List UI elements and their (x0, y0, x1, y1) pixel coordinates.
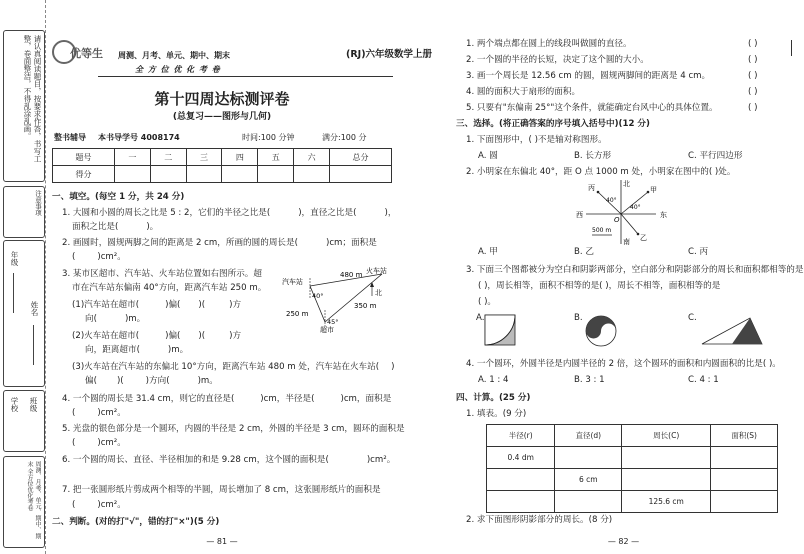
q3-sub3: (3)火车站在汽车站的东偏北 10°方向，距离汽车站 480 m 处，汽车站在火车站( ) (72, 362, 395, 372)
svg-text:西: 西 (576, 211, 583, 219)
grade-label: 年级 (10, 251, 19, 266)
q3-line1: 3. 某市区超市、汽车站、火车站位置如右图所示。超 (62, 269, 262, 279)
score-value-row: 得分 (53, 166, 392, 183)
svg-text:汽车站: 汽车站 (282, 278, 303, 286)
header-tagline: 周测、月考、单元、期中、期末 (118, 51, 230, 60)
page-81 (52, 0, 405, 554)
q6-line1: 6. 一个圆的周长、直径、半径相加的和是 9.28 cm，这个圆的面积是( )cm²。 (62, 455, 396, 465)
figure-b-yin-yang (584, 314, 618, 348)
judge-3-paren[interactable]: ( ) (748, 71, 758, 81)
guide-number: 本书导学号 4008174 (98, 133, 180, 142)
notice-box (3, 30, 45, 182)
q3-sub3-line2: 偏( )( )方向( )m。 (85, 376, 218, 386)
q3-line2: 市在汽车站东偏南 40°方向，距离汽车站 250 m。 (72, 283, 267, 293)
choice-2: 2. 小明家在东偏北 40°，距 O 点 1000 m 处，小明家在图中的( )处。 (466, 167, 736, 177)
q7-line1: 7. 把一张圆形纸片剪成两个相等的半圆，周长增加了 8 cm，这张圆形纸片的面积是 (62, 485, 381, 495)
student-info-box (3, 240, 45, 387)
choice-2-c[interactable]: C. 丙 (688, 247, 709, 257)
score-table (52, 148, 392, 183)
q4-line1: 4. 一个圆的周长是 31.4 cm，则它的直径是( )cm，半径是( )cm，面积是 (62, 394, 392, 404)
q5-line2: ( )cm²。 (72, 438, 126, 448)
notice-title: 注意事项 (34, 190, 42, 216)
judge-5: 5. 只要有"东偏南 25°"这个条件，就能确定台风中心的具体位置。 (466, 103, 718, 113)
page-title: 第十四周达标测评卷 (154, 90, 290, 108)
svg-text:东: 东 (660, 211, 667, 219)
svg-text:优等生: 优等生 (70, 47, 103, 60)
logo (52, 38, 103, 66)
svg-text:甲: 甲 (650, 186, 657, 194)
section3-head: 三、选择。(将正确答案的序号填入括号中)(12 分) (456, 119, 650, 129)
svg-text:乙: 乙 (640, 234, 647, 242)
q3-sub2-line2: 向，距离超市( )m。 (85, 345, 189, 355)
choice-1-b[interactable]: B. 长方形 (574, 151, 612, 161)
fill-table (486, 424, 778, 513)
section4-head: 四、计算。(25 分) (456, 393, 531, 403)
q5-line1: 5. 光盘的银色部分是一个圆环，内圆的半径是 2 cm，外圆的半径是 3 cm，圆环的面积是 (62, 424, 405, 434)
choice-3-line3: ( )。 (478, 297, 497, 307)
table-row: 6 cm (487, 469, 778, 491)
full-score-label: 满分:100 分 (322, 133, 367, 142)
choice-2-b[interactable]: B. 乙 (574, 247, 594, 257)
logo-icon (52, 38, 103, 66)
q7-line2: ( )cm²。 (72, 500, 126, 510)
figure-a-square-quarter-circle (484, 314, 516, 346)
judge-2-paren[interactable]: ( ) (748, 55, 758, 65)
bottom-logo-box (3, 456, 45, 548)
svg-text:480 m: 480 m (340, 271, 363, 279)
calc-2: 2. 求下面图形阴影部分的周长。(8 分) (466, 515, 613, 525)
school-box (3, 390, 45, 452)
table-row: 0.4 dm (487, 447, 778, 469)
svg-text:北: 北 (623, 180, 630, 188)
judge-4-paren[interactable]: ( ) (748, 87, 758, 97)
figure-c-triangle (700, 316, 764, 348)
svg-text:40°: 40° (606, 197, 617, 204)
choice-2-a[interactable]: A. 甲 (478, 247, 498, 257)
choice-4-a[interactable]: A. 1 : 4 (478, 375, 509, 385)
calc-1: 1. 填表。(9 分) (466, 409, 527, 419)
svg-text:北: 北 (375, 289, 382, 297)
judge-5-paren[interactable]: ( ) (748, 103, 758, 113)
svg-text:500 m: 500 m (592, 227, 612, 234)
judge-1: 1. 两个端点都在圆上的线段叫做圆的直径。 (466, 39, 632, 49)
class-label: 班级 (29, 397, 38, 412)
side-note: 请认真阅读题目，按要求作答，书写工整，卷面整洁，不得乱涂乱画。 (23, 35, 42, 163)
q3-sub1-line2: 向( )m。 (85, 314, 146, 324)
fill-table-header: 半径(r) 直径(d) 周长(C) 面积(S) (487, 425, 778, 447)
svg-text:40°: 40° (312, 292, 324, 300)
judge-4: 4. 圆的面积大于扇形的面积。 (466, 87, 581, 97)
table-row: 125.6 cm (487, 491, 778, 513)
choice-3-line1: 3. 下面三个图都被分为空白和阴影两部分，空白部分和阴影部分的周长和面积都相等的是 (466, 265, 804, 275)
q1-line2: 面积之比是( )。 (72, 222, 159, 232)
svg-text:40°: 40° (630, 204, 641, 211)
score-header-row: 题号 一 二 三 四 五 六 总分 (53, 149, 392, 166)
choice-3-label-c[interactable]: C. (688, 313, 697, 323)
q4-line2: ( )cm²。 (72, 408, 126, 418)
guide-label: 整书辅导 (54, 133, 86, 142)
page-number-82: — 82 — (607, 537, 640, 546)
svg-text:O: O (614, 216, 620, 224)
q1-line1: 1. 大圆和小圆的周长之比是 5 : 2，它们的半径之比是( )，直径之比是( )， (62, 208, 397, 218)
book-title: (RJ)六年级数学上册 (346, 49, 433, 60)
judge-2: 2. 一个圆的半径的长短，决定了这个圆的大小。 (466, 55, 649, 65)
page-subtitle: (总复习——图形与几何) (172, 112, 272, 122)
svg-text:南: 南 (623, 238, 630, 246)
q2-line2: ( )cm²。 (72, 252, 126, 262)
left-binding-strip (0, 0, 46, 554)
time-label: 时间:100 分钟 (242, 133, 295, 142)
q3-sub2: (2)火车站在超市( )偏( )( )方 (72, 331, 242, 341)
choice-3-line2: ( )，周长相等，面积不相等的是( )，周长不相等，面积相等的是 (478, 281, 721, 291)
section2-head: 二、判断。(对的打"√"，错的打"×")(5 分) (52, 517, 220, 527)
section1-head: 一、填空。(每空 1 分，共 24 分) (52, 192, 185, 202)
choice-1-a[interactable]: A. 圆 (478, 151, 498, 161)
svg-text:火车站: 火车站 (366, 267, 387, 275)
name-label: 姓名 (30, 301, 39, 316)
location-map-diagram (280, 264, 392, 334)
judge-3: 3. 画一个周长是 12.56 cm 的圆，圆规两脚间的距离是 4 cm。 (466, 71, 711, 81)
page-number-81: — 81 — (206, 537, 238, 546)
choice-4-c[interactable]: C. 4 : 1 (688, 375, 719, 385)
choice-3-label-b[interactable]: B. (574, 313, 583, 323)
q2-line1: 2. 画圆时，圆规两脚之间的距离是 2 cm，所画的圆的周长是( )cm；面积是 (62, 238, 377, 248)
choice-1: 1. 下面图形中，( )不是轴对称图形。 (466, 135, 607, 145)
q3-sub1: (1)汽车站在超市( )偏( )( )方 (72, 300, 242, 310)
svg-text:丙: 丙 (588, 184, 595, 192)
svg-text:45°: 45° (327, 318, 339, 326)
notice-items-box (3, 186, 45, 238)
bottom-slogan: 周测、月考、单元、期中、期末 全方位优化考卷 (26, 461, 41, 539)
svg-text:250 m: 250 m (286, 310, 309, 318)
choice-3-label-a[interactable]: A. (476, 313, 485, 323)
header-slogan: 全 方 位 优 化 考 卷 (135, 65, 221, 74)
svg-text:350 m: 350 m (354, 302, 377, 310)
choice-1-c[interactable]: C. 平行四边形 (688, 151, 743, 161)
seal-line (45, 0, 46, 554)
choice-4: 4. 一个圆环，外圆半径是内圆半径的 2 倍，这个圆环的面积和内圆面积的比是( )。 (466, 359, 781, 369)
choice-4-b[interactable]: B. 3 : 1 (574, 375, 605, 385)
svg-text:超市: 超市 (320, 326, 334, 334)
school-label: 学校 (10, 397, 19, 412)
judge-1-paren[interactable]: ( ) (748, 39, 758, 49)
compass-diagram (576, 178, 676, 246)
